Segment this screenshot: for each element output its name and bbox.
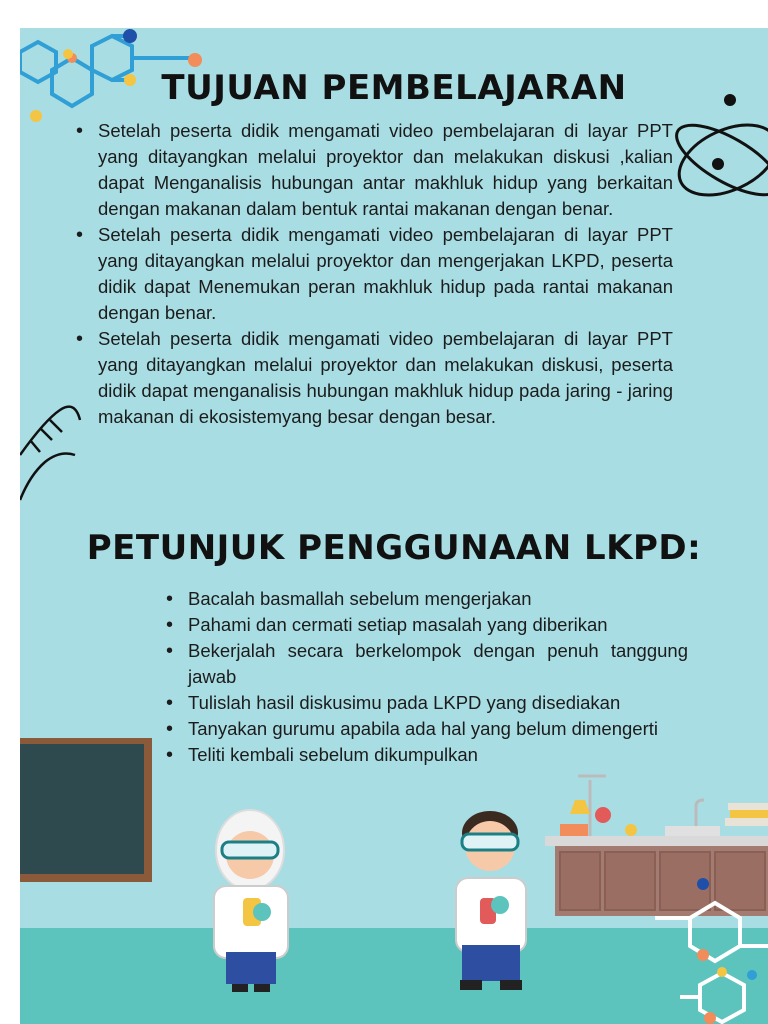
molecule-dot-icon: [63, 49, 73, 59]
instruction-item: • Tanyakan gurumu apabila ada hal yang belum dimengerti: [188, 716, 688, 742]
instruction-item: • Tulislah hasil diskusimu pada LKPD yang disediakan: [188, 690, 688, 716]
instructions-list: [188, 586, 688, 768]
molecule-dot-icon: [30, 110, 42, 122]
molecule-dot-icon: [188, 53, 202, 67]
dna-icon: [20, 407, 80, 500]
molecule-dot-icon: [67, 53, 77, 63]
objectives-title: TUJUAN PEMBELAJARAN: [161, 68, 627, 108]
molecule-dot-icon: [123, 29, 137, 43]
worksheet-page: [20, 28, 768, 1024]
objective-item: • Setelah peserta didik mengamati video pembelajaran di layar PPT yang ditayangkan melalui proyektor dan melakukan diskusi, peserta didik dapat menganalisis hubungan makhluk hidup pada jaring - jaring makanan di ekosistemyang besar dengan besar.: [98, 326, 673, 430]
chalkboard: [20, 738, 152, 882]
instruction-item: • Pahami dan cermati setiap masalah yang diberikan: [188, 612, 688, 638]
lab-bench: [545, 776, 768, 916]
instructions-title: PETUNJUK PENGGUNAAN LKPD:: [86, 528, 702, 568]
instruction-item: • Bacalah basmallah sebelum mengerjakan: [188, 586, 688, 612]
instruction-item: • Bekerjalah secara berkelompok dengan penuh tanggung jawab: [188, 638, 688, 690]
instruction-item: • Teliti kembali sebelum dikumpulkan: [188, 742, 688, 768]
objective-item: • Setelah peserta didik mengamati video pembelajaran di layar PPT yang ditayangkan melalui proyektor dan melakukan diskusi ,kalian dapat Menganalisis hubungan antar makhluk hidup yang berkaitan dengan makanan dalam bentuk rantai makanan dengan benar.: [98, 118, 673, 222]
floor: [20, 928, 768, 1024]
atom-icon: [667, 111, 768, 209]
objectives-list: [98, 118, 673, 430]
objective-item: • Setelah peserta didik mengamati video pembelajaran di layar PPT yang ditayangkan melalui proyektor dan mengerjakan LKPD, peserta didik dapat Menemukan peran makhluk hidup pada rantai makanan dengan benar.: [98, 222, 673, 326]
